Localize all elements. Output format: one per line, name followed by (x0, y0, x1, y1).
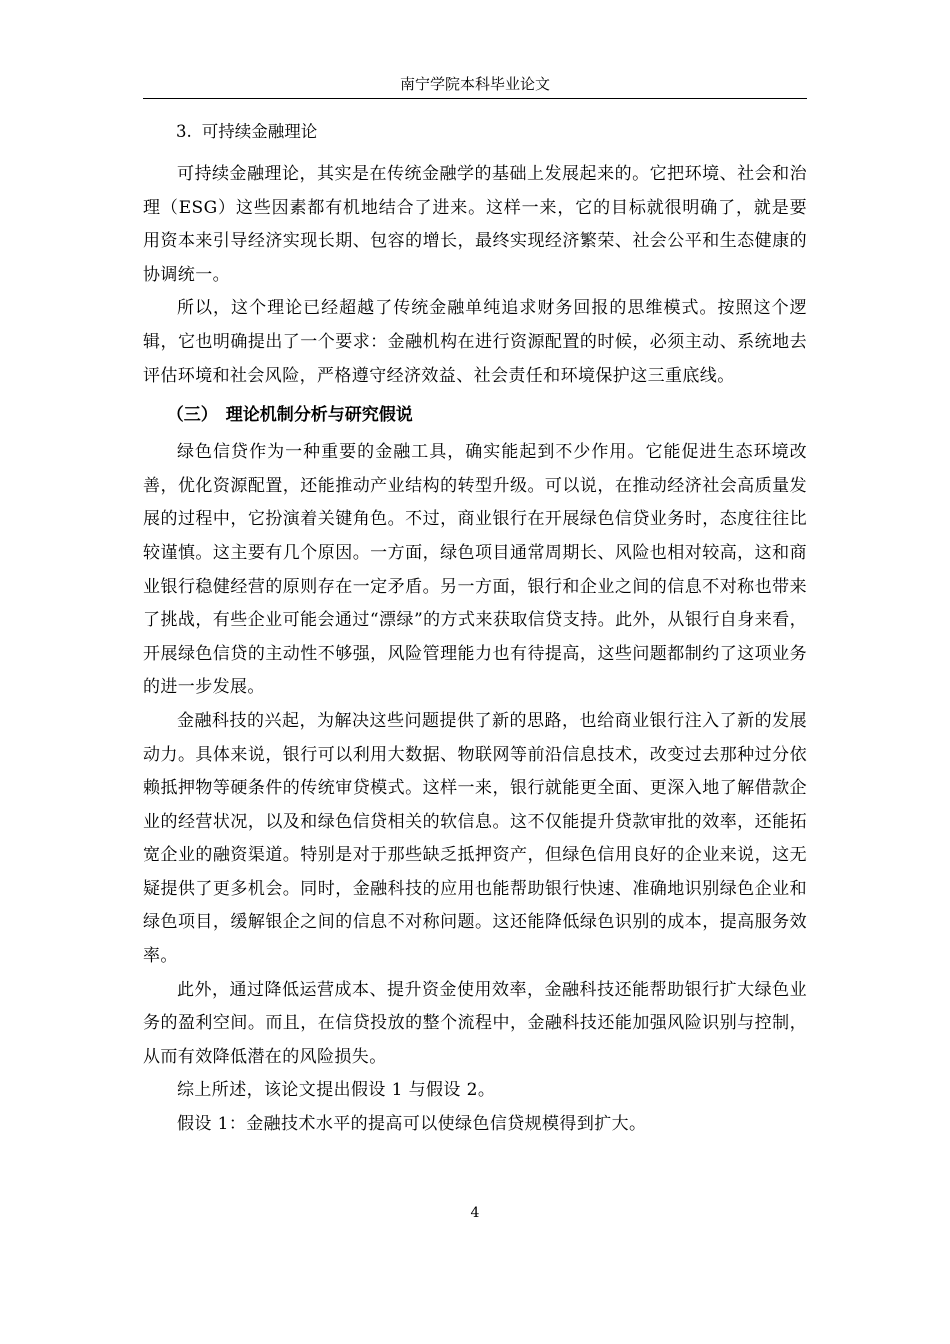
section-number: （三） (166, 405, 218, 426)
paragraph: 所以，这个理论已经超越了传统金融单纯追求财务回报的思维模式。按照这个逻辑，它也明确提出了一个要求：金融机构在进行资源配置的时候，必须主动、系统地去评估环境和社会风险，严格遵守经济效益、社会责任和环境保护这三重底线。 (143, 298, 807, 386)
paragraph: 综上所述，该论文提出假设 1 与假设 2。 (177, 1080, 496, 1101)
subsection-heading (143, 114, 807, 150)
section-heading (143, 398, 807, 432)
header-rule (143, 98, 807, 99)
subsection-number: 3. (176, 122, 192, 141)
page-header: 南宁学院本科毕业论文 (399, 75, 550, 93)
paragraph: 绿色信贷作为一种重要的金融工具，确实能起到不少作用。它能促进生态环境改善，优化资源配置，还能推动产业结构的转型升级。可以说，在推动经济社会高质量发展的过程中，它扮演着关键角色。不过，商业银行在开展绿色信贷业务时，态度往往比较谨慎。这主要有几个原因。一方面，绿色项目通常周期长、风险也相对较高，这和商业银行稳健经营的原则存在一定矛盾。另一方面，银行和企业之间的信息不对称也带来了挑战，有些企业可能会通过“漂绿”的方式来获取信贷支持。此外，从银行自身来看，开展绿色信贷的主动性不够强，风险管理能力也有待提高，这些问题都制约了这项业务的进一步发展。 (143, 442, 807, 698)
page-body (143, 114, 807, 1142)
page-number: 4 (470, 1205, 480, 1221)
paragraph: 金融科技的兴起，为解决这些问题提供了新的思路，也给商业银行注入了新的发展动力。具体来说，银行可以利用大数据、物联网等前沿信息技术，改变过去那种过分依赖抵押物等硬条件的传统审贷模式。这样一来，银行就能更全面、更深入地了解借款企业的经营状况，以及和绿色信贷相关的软信息。这不仅能提升贷款审批的效率，还能拓宽企业的融资渠道。特别是对于那些缺乏抵押资产，但绿色信用良好的企业来说，这无疑提供了更多机会。同时，金融科技的应用也能帮助银行快速、准确地识别绿色企业和绿色项目，缓解银企之间的信息不对称问题。这还能降低绿色识别的成本，提高服务效率。 (143, 710, 807, 967)
paragraph: 可持续金融理论，其实是在传统金融学的基础上发展起来的。它把环境、社会和治理（ESG）这些因素都有机地结合了进来。这样一来，它的目标就很明确了，就是要用资本来引导经济实现长期、包容的增长，最终实现经济繁荣、社会公平和生态健康的协调统一。 (143, 164, 807, 285)
paragraph: 此外，通过降低运营成本、提升资金使用效率，金融科技还能帮助银行扩大绿色业务的盈利空间。而且，在信贷投放的整个流程中，金融科技还能加强风险识别与控制，从而有效降低潜在的风险损失。 (143, 979, 807, 1067)
hypothesis-1: 假设 1：金融技术水平的提高可以使绿色信贷规模得到扩大。 (177, 1114, 647, 1135)
section-title: 理论机制分析与研究假说 (225, 405, 413, 426)
subsection-title: 可持续金融理论 (201, 122, 318, 141)
